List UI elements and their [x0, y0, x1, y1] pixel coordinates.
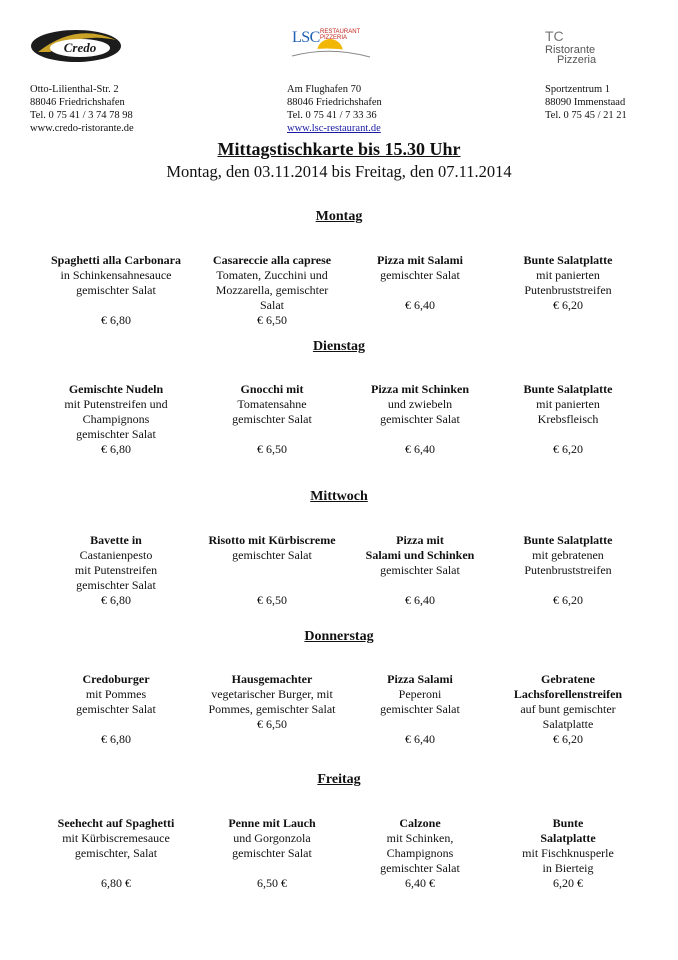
dish-name: Hausgemachter	[231, 672, 313, 686]
dish-item	[194, 533, 350, 613]
dish-description: gemischter Salat	[380, 412, 460, 426]
dish-description: Salatplatte	[542, 717, 594, 731]
dish-description: Peperoni	[398, 687, 442, 701]
menu-date-range: Montag, den 03.11.2014 bis Freitag, den 07.11.2014	[166, 162, 512, 181]
dish-description: gemischter Salat	[76, 702, 156, 716]
dish-item	[490, 253, 646, 333]
dish-name: Bunte	[552, 816, 584, 830]
dish-item	[38, 816, 194, 896]
dish-item	[194, 816, 350, 896]
dish-description: mit gebratenen	[532, 548, 604, 562]
dish-price: € 6,80	[101, 593, 131, 607]
dish-description: mit Kürbiscremesauce	[62, 831, 170, 845]
address-lsc: Am Flughafen 70 88046 Friedrichshafen Tel. 0 75 41 / 7 33 36 www.lsc-restaurant.de	[287, 84, 382, 134]
credo-logo-graphic	[30, 26, 122, 66]
dish-description: mit Fischknusperle	[522, 846, 614, 860]
dish-description: gemischter Salat	[232, 412, 312, 426]
dish-description: und Gorgonzola	[233, 831, 311, 845]
lsc-logo-subtitle: RESTAURANT PIZZERIA	[320, 29, 361, 41]
dish-price: € 6,40	[405, 298, 435, 312]
dish-description: Pommes, gemischter Salat	[208, 702, 336, 716]
dish-price: € 6,40	[405, 593, 435, 607]
dish-name: Penne mit Lauch	[228, 816, 316, 830]
dish-description: mit panierten	[536, 268, 600, 282]
dish-item	[490, 672, 646, 752]
dish-description: Putenbruststreifen	[524, 563, 612, 577]
dish-description: mit panierten	[536, 397, 600, 411]
dish-item	[490, 816, 646, 896]
dish-item	[194, 672, 350, 752]
day-heading-montag: Montag	[315, 209, 363, 224]
dish-item	[342, 382, 498, 462]
dish-name: Pizza mit	[396, 533, 444, 547]
address-credo: Otto-Lilienthal-Str. 2 88046 Friedrichshafen Tel. 0 75 41 / 3 74 78 98 www.credo-ristorante.de	[30, 84, 134, 134]
dish-price: € 6,20	[553, 442, 583, 456]
dish-description: gemischter Salat	[380, 563, 460, 577]
dish-name: Gemischte Nudeln	[68, 382, 164, 396]
dish-item	[342, 672, 498, 752]
lsc-logo	[290, 26, 372, 66]
dish-price: 6,50 €	[257, 876, 287, 890]
dish-name: Bunte Salatplatte	[523, 253, 613, 267]
tc-logo-mark: TC	[545, 28, 564, 44]
dish-price: € 6,20	[553, 732, 583, 746]
day-heading-mittwoch: Mittwoch	[310, 489, 368, 504]
dish-name: Bunte Salatplatte	[523, 382, 613, 396]
dish-description: gemischter, Salat	[74, 846, 158, 860]
dish-description: Castanienpesto	[79, 548, 153, 562]
tc-logo-word-1: Ristorante	[545, 44, 596, 56]
dish-name: Lachsforellenstreifen	[513, 687, 623, 701]
dish-item	[342, 253, 498, 333]
tc-logo-word-2: Pizzeria	[557, 54, 597, 66]
dish-description: Putenbruststreifen	[524, 283, 612, 297]
dish-description: mit Putenstreifen	[74, 563, 158, 577]
dish-description: mit Putenstreifen und	[64, 397, 168, 411]
dish-name: Bunte Salatplatte	[523, 533, 613, 547]
dish-name: Seehecht auf Spaghetti	[57, 816, 175, 830]
dish-description: Champignons	[82, 412, 150, 426]
dish-name: Pizza mit Schinken	[371, 382, 469, 396]
dish-price: € 6,20	[553, 593, 583, 607]
menu-title: Mittagstischkarte bis 15.30 Uhr	[217, 139, 461, 159]
day-heading-dienstag: Dienstag	[312, 339, 366, 354]
website-credo: www.credo-ristorante.de	[30, 123, 134, 134]
day-heading-freitag: Freitag	[317, 772, 361, 787]
dish-description: und zwiebeln	[387, 397, 453, 411]
dish-description: auf bunt gemischter	[520, 702, 616, 716]
dish-name: Salatplatte	[540, 831, 596, 845]
address-immenstaad: Sportzentrum 1 88090 Immenstaad Tel. 0 75 45 / 21 21	[545, 84, 627, 121]
dish-description: Champignons	[386, 846, 454, 860]
dish-description: gemischter Salat	[380, 268, 460, 282]
dish-item	[194, 253, 350, 333]
dish-item	[490, 382, 646, 462]
lsc-logo-word: LSC	[292, 29, 320, 46]
dish-price: € 6,50	[257, 717, 287, 731]
dish-description: gemischter Salat	[380, 702, 460, 716]
dish-description: vegetarischer Burger, mit	[211, 687, 333, 701]
dish-name: Pizza Salami	[387, 672, 453, 686]
dish-name: Pizza mit Salami	[377, 253, 463, 267]
dish-description: Tomaten, Zucchini und	[216, 268, 328, 282]
dish-name: Salami und Schinken	[365, 548, 475, 562]
dish-price: € 6,40	[405, 442, 435, 456]
credo-logo	[30, 26, 122, 66]
dish-name: Risotto mit Kürbiscreme	[208, 533, 336, 547]
dish-price: € 6,50	[257, 593, 287, 607]
dish-item	[490, 533, 646, 613]
dish-item	[38, 672, 194, 752]
dish-description: Krebsfleisch	[537, 412, 599, 426]
dish-item	[38, 382, 194, 462]
dish-price: € 6,50	[257, 442, 287, 456]
dish-name: Spaghetti alla Carbonara	[50, 253, 181, 267]
dish-item	[38, 533, 194, 613]
credo-logo-text: Credo	[63, 40, 97, 55]
dish-price: € 6,80	[101, 313, 131, 327]
dish-price: 6,40 €	[405, 876, 435, 890]
dish-price: € 6,40	[405, 732, 435, 746]
dish-price: € 6,80	[101, 442, 131, 456]
dish-description: mit Schinken,	[386, 831, 454, 845]
dish-name: Credoburger	[82, 672, 150, 686]
dish-price: 6,80 €	[101, 876, 131, 890]
day-heading-donnerstag: Donnerstag	[304, 629, 374, 644]
dish-name: Casareccie alla caprese	[212, 253, 332, 267]
dish-name: Bavette in	[90, 533, 142, 547]
dish-description: Salat	[260, 298, 284, 312]
dish-item	[38, 253, 194, 333]
dish-name: Calzone	[399, 816, 441, 830]
dish-name: Gnocchi mit	[240, 382, 304, 396]
dish-description: gemischter Salat	[76, 427, 156, 441]
dish-item	[342, 816, 498, 896]
dish-description: mit Pommes	[85, 687, 147, 701]
dish-description: gemischter Salat	[76, 283, 156, 297]
dish-description: gemischter Salat	[380, 861, 460, 875]
dish-description: gemischter Salat	[76, 578, 156, 592]
dish-description: Mozzarella, gemischter	[215, 283, 329, 297]
dish-price: € 6,50	[257, 313, 287, 327]
tc-logo	[545, 28, 625, 74]
dish-description: gemischter Salat	[232, 548, 312, 562]
dish-price: € 6,80	[101, 732, 131, 746]
website-lsc-link[interactable]: www.lsc-restaurant.de	[287, 123, 381, 134]
dish-description: gemischter Salat	[232, 846, 312, 860]
dish-price: 6,20 €	[553, 876, 583, 890]
dish-price: € 6,20	[553, 298, 583, 312]
dish-description: Tomatensahne	[237, 397, 307, 411]
dish-name: Gebratene	[541, 672, 595, 686]
dish-description: in Schinkensahnesauce	[60, 268, 172, 282]
dish-item	[194, 382, 350, 462]
dish-item	[342, 533, 498, 613]
dish-description: in Bierteig	[542, 861, 594, 875]
